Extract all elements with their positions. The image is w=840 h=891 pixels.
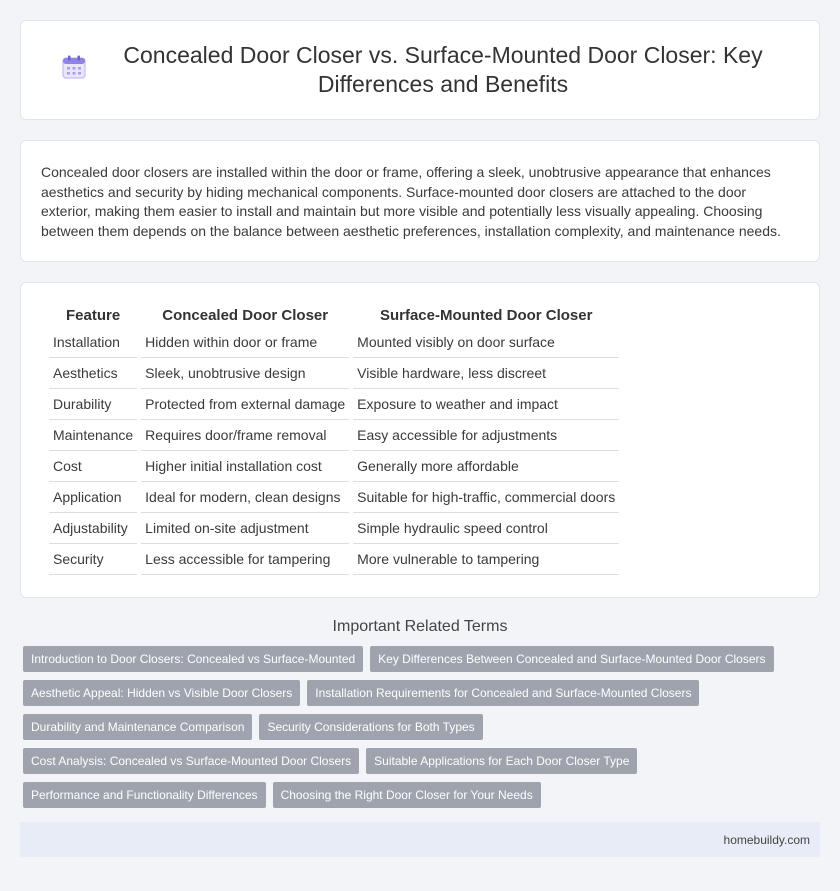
comparison-table [45, 301, 623, 575]
table-cell: More vulnerable to tampering [353, 544, 619, 575]
related-tag[interactable]: Introduction to Door Closers: Concealed vs Surface-Mounted [23, 646, 363, 672]
footer-site[interactable]: homebuildy.com [723, 832, 810, 847]
related-tag[interactable]: Suitable Applications for Each Door Closer Type [366, 748, 637, 774]
intro-card [20, 140, 820, 262]
footer [20, 822, 820, 857]
table-cell: Mounted visibly on door surface [353, 327, 619, 358]
table-cell: Security [49, 544, 137, 575]
page-title: Concealed Door Closer vs. Surface-Mounted Door Closer: Key Differences and Benefits [123, 42, 763, 97]
related-tag[interactable]: Security Considerations for Both Types [259, 714, 482, 740]
table-cell: Suitable for high-traffic, commercial doors [353, 482, 619, 513]
table-cell: Protected from external damage [141, 389, 349, 420]
intro-text: Concealed door closers are installed within the door or frame, offering a sleek, unobtrusive appearance that enhances aesthetics and security by hiding mechanical components. Surface-mounted door closers are attached to the door exterior, making them easier to install and maintain but more visible and potentially less visually appealing. Choosing between them depends on the balance between aesthetic preferences, installation complexity, and maintenance needs. [41, 164, 781, 239]
table-cell: Generally more affordable [353, 451, 619, 482]
table-cell: Application [49, 482, 137, 513]
table-cell: Limited on-site adjustment [141, 513, 349, 544]
comparison-card [20, 282, 820, 598]
table-cell: Durability [49, 389, 137, 420]
table-row [49, 420, 619, 451]
table-cell: Maintenance [49, 420, 137, 451]
table-cell: Visible hardware, less discreet [353, 358, 619, 389]
table-cell: Installation [49, 327, 137, 358]
related-tag[interactable]: Installation Requirements for Concealed and Surface-Mounted Closers [307, 680, 699, 706]
table-cell: Hidden within door or frame [141, 327, 349, 358]
table-cell: Ideal for modern, clean designs [141, 482, 349, 513]
header-surface-mounted: Surface-Mounted Door Closer [379, 307, 593, 324]
table-row [49, 451, 619, 482]
header-card [20, 20, 820, 120]
table-row [49, 358, 619, 389]
table-cell: Requires door/frame removal [141, 420, 349, 451]
table-cell: Less accessible for tampering [141, 544, 349, 575]
related-tag[interactable]: Aesthetic Appeal: Hidden vs Visible Door Closers [23, 680, 300, 706]
table-cell: Aesthetics [49, 358, 137, 389]
header-feature: Feature [65, 307, 121, 324]
related-terms-title: Important Related Terms [332, 618, 508, 635]
table-row [49, 544, 619, 575]
related-tag[interactable]: Key Differences Between Concealed and Surface-Mounted Door Closers [370, 646, 773, 672]
calendar-icon [61, 54, 87, 80]
table-cell: Easy accessible for adjustments [353, 420, 619, 451]
table-cell: Sleek, unobtrusive design [141, 358, 349, 389]
header-concealed: Concealed Door Closer [162, 307, 329, 324]
table-header-row [49, 301, 619, 327]
table-cell: Higher initial installation cost [141, 451, 349, 482]
table-row [49, 389, 619, 420]
table-cell: Simple hydraulic speed control [353, 513, 619, 544]
related-tag[interactable]: Choosing the Right Door Closer for Your Needs [273, 782, 541, 808]
related-tag[interactable]: Performance and Functionality Differences [23, 782, 266, 808]
related-tag[interactable]: Durability and Maintenance Comparison [23, 714, 252, 740]
table-cell: Cost [49, 451, 137, 482]
table-cell: Adjustability [49, 513, 137, 544]
table-row [49, 327, 619, 358]
table-row [49, 513, 619, 544]
related-terms-section [20, 618, 820, 816]
table-cell: Exposure to weather and impact [353, 389, 619, 420]
table-row [49, 482, 619, 513]
related-tags [20, 646, 820, 816]
related-tag[interactable]: Cost Analysis: Concealed vs Surface-Mounted Door Closers [23, 748, 359, 774]
